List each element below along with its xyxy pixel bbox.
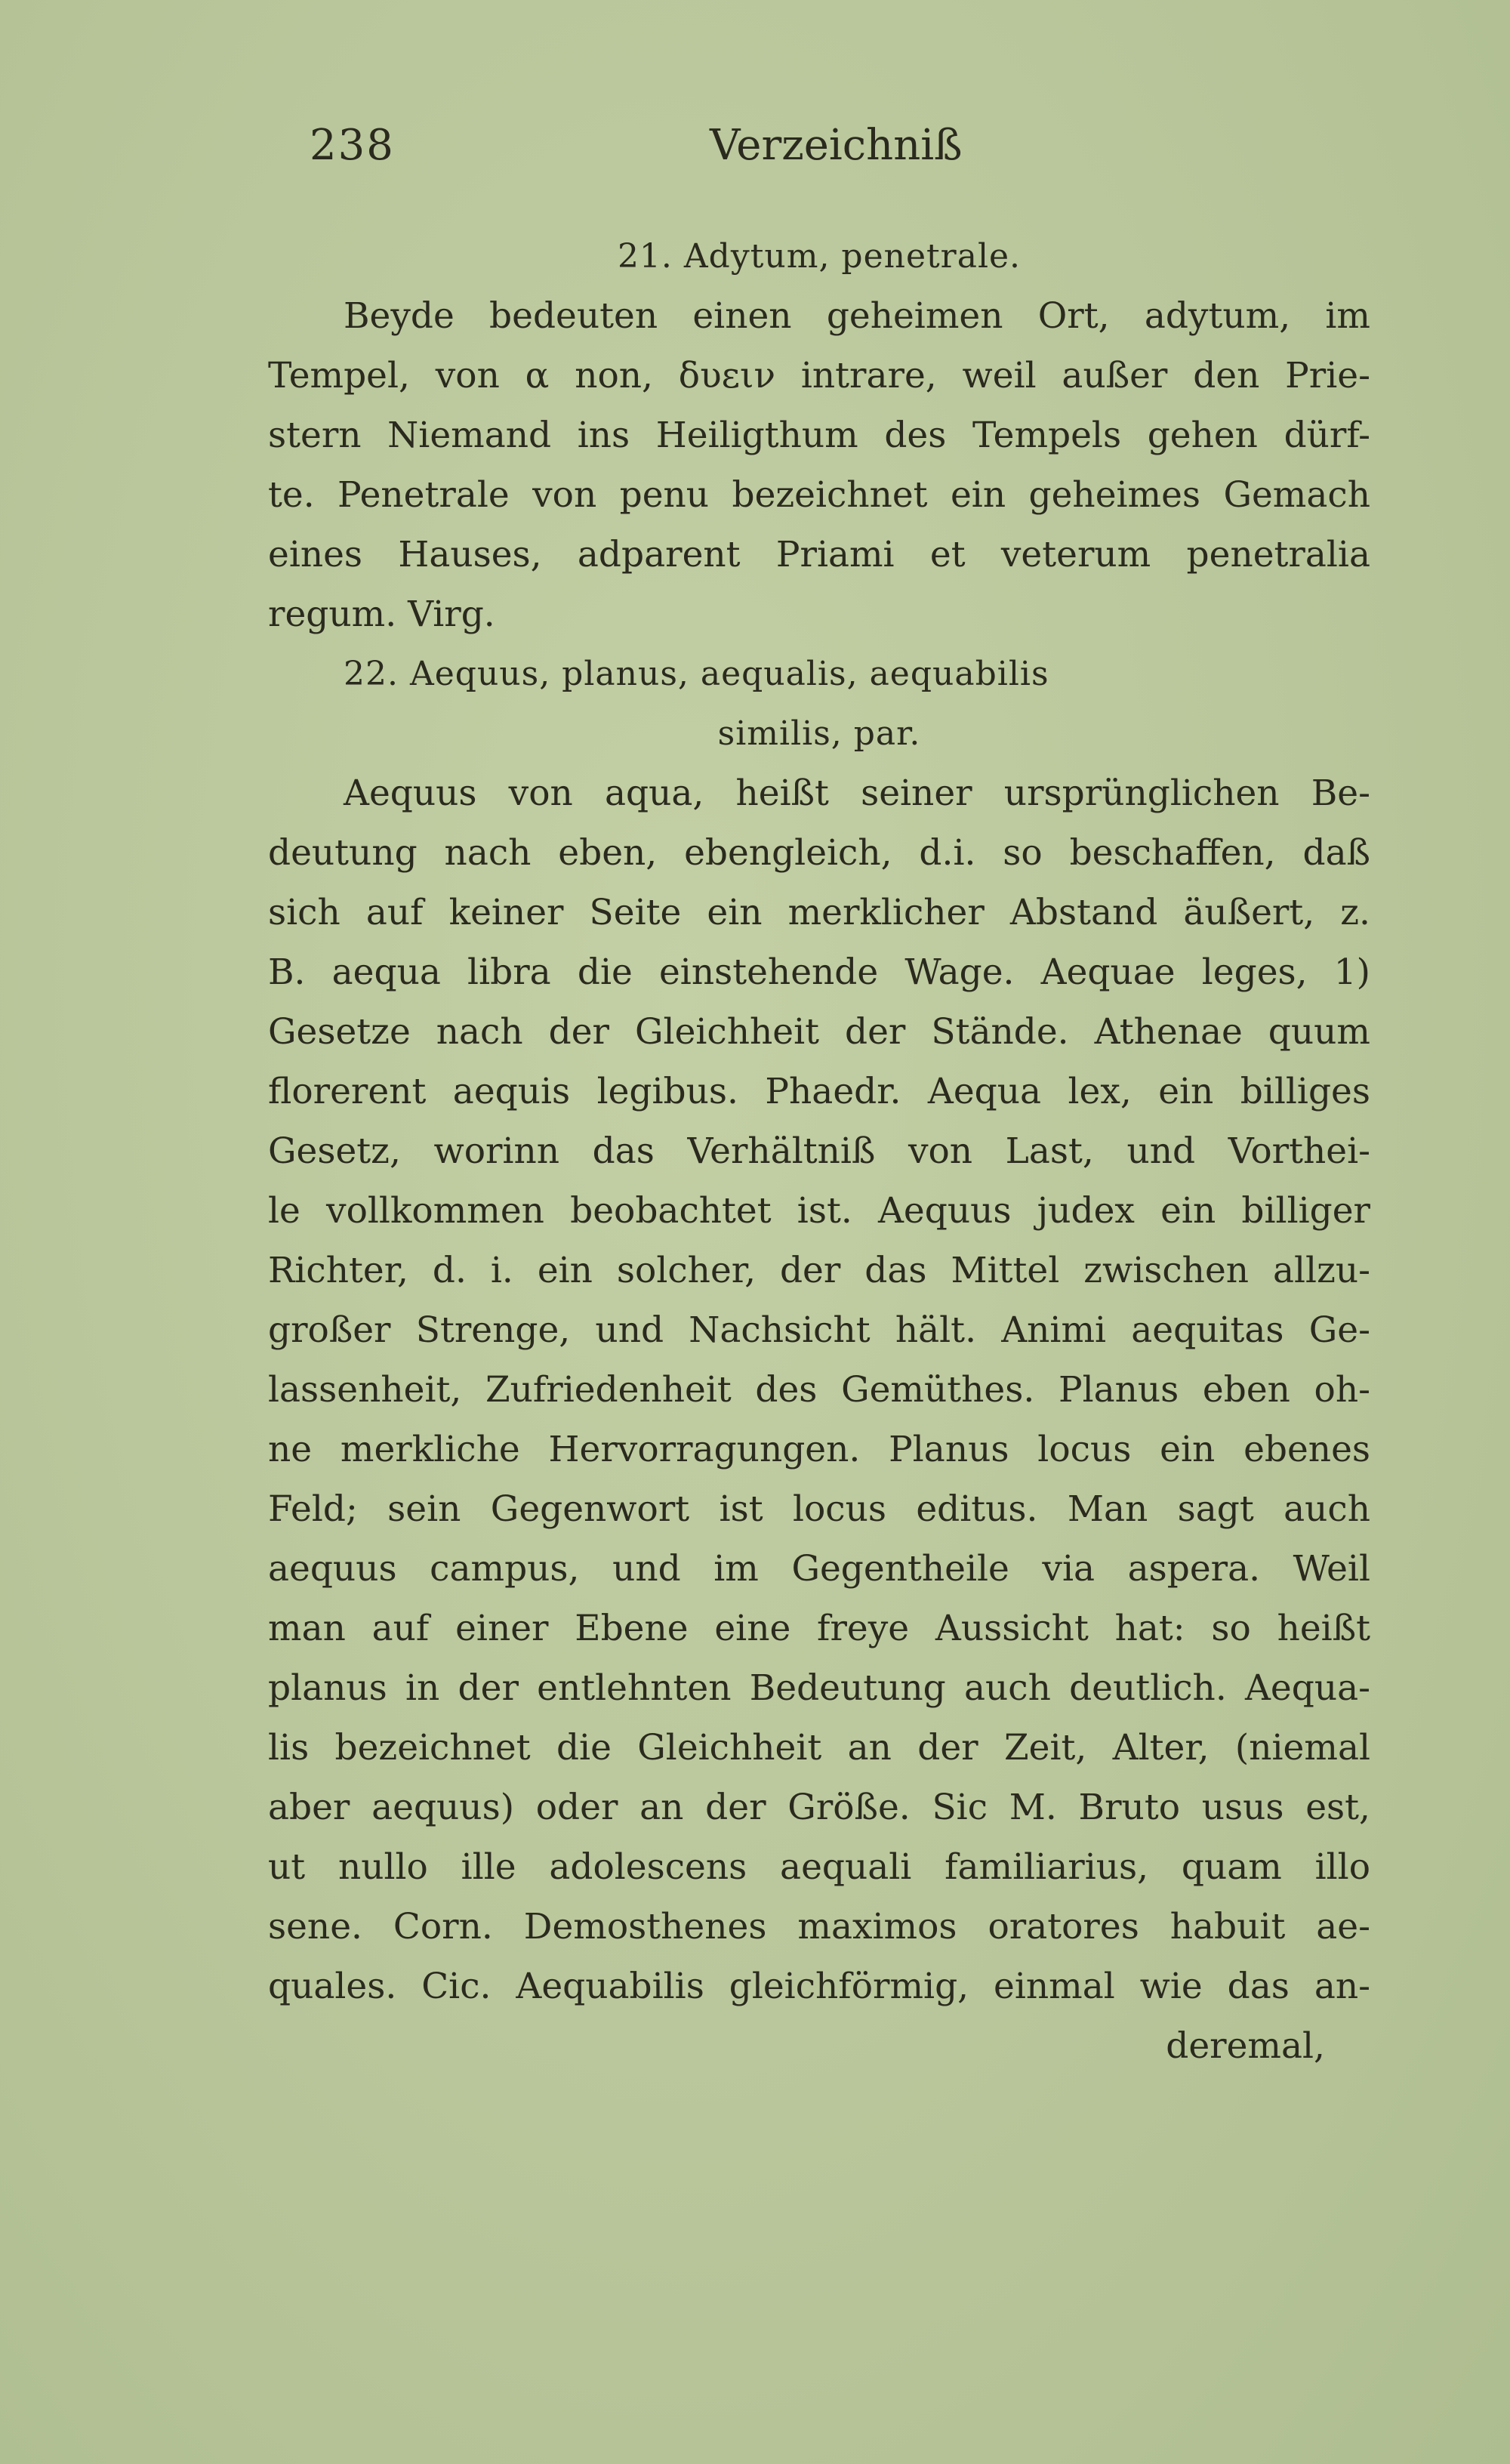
text-line: Richter, d. i. ein solcher, der das Mittel zwischen allzu- [268,1250,1370,1291]
text-line: planus in der entlehnten Bedeutung auch deutlich. Aequa- [268,1667,1370,1709]
text-line: sene. Corn. Demosthenes maximos oratores habuit ae- [268,1906,1370,1947]
text-line: lis bezeichnet die Gleichheit an der Zeit, Alter, (niemal [268,1727,1370,1769]
text-line: aequus campus, und im Gegentheile via aspera. Weil [268,1548,1370,1590]
text-line: Tempel, von α non, δυειν intrare, weil außer den Prie- [268,355,1370,396]
text-line: ne merkliche Hervorragungen. Planus locus ein ebenes [268,1429,1370,1470]
text-line: deutung nach eben, ebengleich, d.i. so beschaffen, daß [268,832,1370,874]
text-line: stern Niemand ins Heiligthum des Tempels gehen dürf- [268,415,1370,456]
text-line: man auf einer Ebene eine freye Aussicht hat: so heißt [268,1608,1370,1649]
text-line: ut nullo ille adolescens aequali familiarius, quam illo [268,1846,1370,1888]
text-line: B. aequa libra die einstehende Wage. Aequae leges, 1) [268,951,1370,993]
text-line: aber aequus) oder an der Größe. Sic M. Bruto usus est, [268,1787,1370,1828]
text-line: Gesetze nach der Gleichheit der Stände. Athenae quum [268,1011,1370,1053]
text-line: sich auf keiner Seite ein merklicher Abstand äußert, z. [268,892,1370,933]
entry-heading-continued: similis, par. [717,714,921,753]
text-line: te. Penetrale von penu bezeichnet ein geheimes Gemach [268,474,1370,516]
text-line: Gesetz, worinn das Verhältniß von Last, und Vorthei- [268,1130,1370,1172]
entry-heading: 22. Aequus, planus, aequalis, aequabilis [344,655,1049,693]
text-line: lassenheit, Zufriedenheit des Gemüthes. Planus eben oh- [268,1369,1370,1411]
text-line: quales. Cic. Aequabilis gleichförmig, einmal wie das an- [268,1966,1370,2007]
text-line: florerent aequis legibus. Phaedr. Aequa lex, ein billiges [268,1071,1370,1112]
page-header [310,113,1382,181]
text-line: le vollkommen beobachtet ist. Aequus judex ein billiger [268,1190,1370,1232]
body-text [268,227,1370,2076]
text-line: Feld; sein Gegenwort ist locus editus. Man sagt auch [268,1488,1370,1530]
text-line: Beyde bedeuten einen geheimen Ort, adytum, im [344,295,1370,337]
text-line: eines Hauses, adparent Priami et veterum penetralia [268,534,1370,575]
text-line: großer Strenge, und Nachsicht hält. Animi aequitas Ge- [268,1309,1370,1351]
entry-heading: 21. Adytum, penetrale. [617,237,1022,276]
running-head: Verzeichniß [710,121,963,170]
text-line: regum. Virg. [268,594,495,635]
text-line-last: deremal, [1166,2025,1325,2067]
page-number: 238 [310,121,395,170]
text-line: Aequus von aqua, heißt seiner ursprünglichen Be- [344,773,1370,814]
